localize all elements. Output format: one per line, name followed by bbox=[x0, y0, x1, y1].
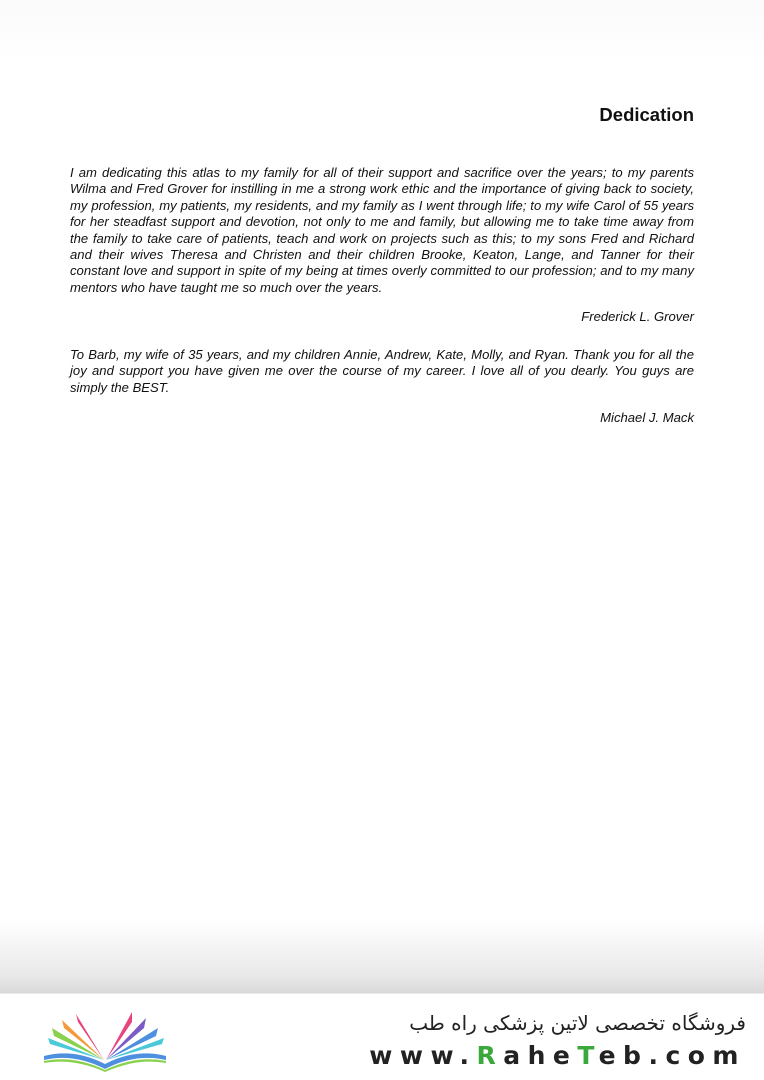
dedication-paragraph-2: To Barb, my wife of 35 years, and my children Annie, Andrew, Kate, Molly, and Ryan. Thank you for all the joy and support you have given me over the course of my career. I love all of you dearly. You guys are simply the BEST. bbox=[70, 347, 694, 395]
shop-name: فروشگاه تخصصی لاتین پزشکی راه طب bbox=[409, 1011, 746, 1035]
website-accent-r: R bbox=[476, 1041, 504, 1070]
watermark-footer bbox=[0, 994, 764, 1080]
signature-2: Michael J. Mack bbox=[600, 410, 694, 425]
website-mid: ahe bbox=[503, 1041, 578, 1070]
page-title: Dedication bbox=[599, 104, 694, 125]
website-prefix: www. bbox=[369, 1041, 477, 1070]
website-suffix: eb.com bbox=[598, 1041, 746, 1070]
signature-1: Frederick L. Grover bbox=[581, 309, 694, 324]
open-book-logo-icon bbox=[40, 1008, 170, 1074]
website-accent-t: T bbox=[577, 1041, 599, 1070]
dedication-paragraph-1: I am dedicating this atlas to my family for all of their support and sacrifice over the years; to my parents Wilma and Fred Grover for instilling in me a strong work ethic and the importance of giving back to society, my profession, my patients, my residents, and my family as I went through life; to my wife Carol of 55 years for her steadfast support and devotion, not only to me and family, but allowing me to take time away from the family to take care of patients, teach and work on projects such as this; to my sons Fred and Richard and their wives Theresa and Christen and their children Brooke, Keaton, Lange, and Tanner for their constant love and support in spite of my being at times overly committed to our profession; and to my many mentors who have taught me so much over the years. bbox=[70, 165, 694, 295]
website-url bbox=[369, 1041, 746, 1070]
